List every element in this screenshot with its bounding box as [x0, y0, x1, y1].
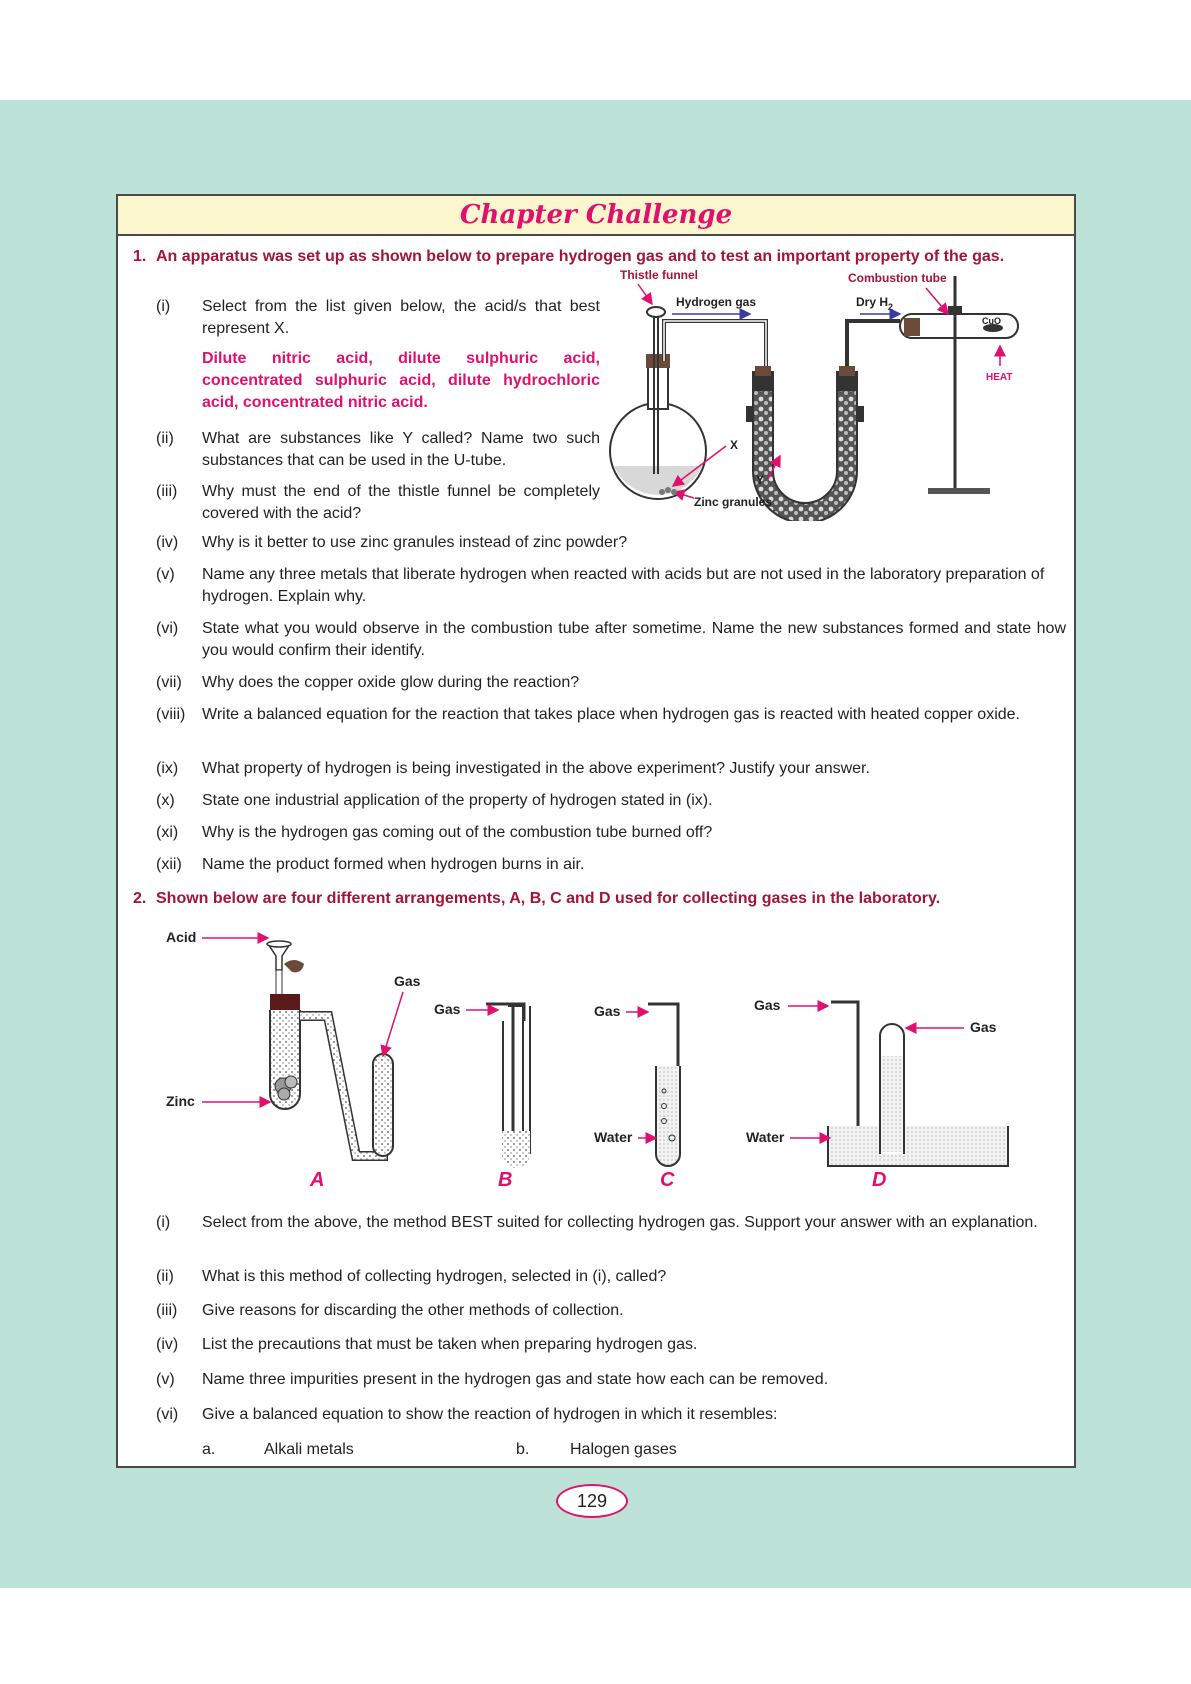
q1-heading: An apparatus was set up as shown below to prepare hydrogen gas and to test an important property of the gas. [156, 248, 1005, 265]
label-arrangement-c: C [660, 1169, 675, 1191]
label-gas-a: Gas [394, 973, 421, 989]
q2-heading: Shown below are four different arrangements, A, B, C and D used for collecting gases in the laboratory. [156, 890, 941, 907]
gas-collection-diagram [158, 926, 1038, 1196]
label-gas-d-collected: Gas [970, 1019, 997, 1035]
label-arrangement-d: D [872, 1169, 887, 1191]
label-hydrogen-gas: Hydrogen gas [676, 295, 757, 309]
label-zinc: Zinc [166, 1093, 195, 1109]
label-water-d: Water [746, 1129, 785, 1145]
label-thistle-funnel: Thistle funnel [620, 268, 698, 282]
label-arrangement-b: B [498, 1169, 513, 1191]
arrangement-c [648, 1004, 680, 1166]
q2-number: 2. [133, 890, 147, 907]
retort-stand [928, 276, 990, 494]
title-bar [118, 196, 1074, 236]
q1-number: 1. [133, 248, 147, 265]
label-zinc-granules: Zinc granules [694, 495, 773, 509]
q2-sub-a: a. Alkali metals [202, 1441, 354, 1458]
arrangement-a [267, 941, 393, 1156]
hydrogen-apparatus-diagram [608, 266, 1068, 521]
label-gas-d-inlet: Gas [754, 997, 781, 1013]
label-gas-b: Gas [434, 1001, 461, 1017]
page-title: Chapter Challenge [459, 200, 733, 230]
label-gas-c: Gas [594, 1003, 621, 1019]
label-acid: Acid [166, 929, 197, 945]
label-cuo: CuO [982, 316, 1001, 326]
label-y: Y [756, 473, 765, 487]
label-dry-h2: Dry $H_2$ [856, 295, 894, 312]
label-water-c: Water [594, 1129, 633, 1145]
arrangement-b [486, 1004, 530, 1168]
q2-sub-b: b. Halogen gases [516, 1441, 677, 1458]
label-arrangement-a: A [310, 1169, 325, 1191]
q1-acid-list: Dilute nitric acid, dilute sulphuric acid, concentrated sulphuric acid, dilute hydrochloric acid, concentrated nitric acid. [202, 350, 600, 411]
page-number: 129 [556, 1484, 628, 1518]
label-x: X [730, 438, 739, 452]
label-combustion-tube: Combustion tube [848, 271, 947, 285]
u-tube [746, 366, 864, 513]
chapter-challenge-box: Chapter Challenge 1. An apparatus was set up as shown below to prepare hydrogen gas and to test an important property of the gas. (i) Select from the list given below, the acid/s that best represent X. Dilute nitric acid, dilute sulphuric acid, concentrated sulphuric acid, dilute hydrochloric acid, concentrated nitric acid. (ii) What are substances like Y called? Name two such substances that can be used in the U-tube. (iii) Why must the end of the thistle funnel be completely covered with the acid? (iv) Why is it better to use zinc granules instead of zinc powder? (v) Name any three metals that liberate hydrogen when reacted with acids but are not used in the laboratory preparation of hydrogen. Explain why. (vi) State what you would observe in the combustion tube after sometime. Name the new substances formed and state how you would confirm their identify. (vii) Why does the copper oxide glow during the reaction? (viii) Write a balanced equation for the reaction that takes place when hydrogen gas is reacted with heated copper oxide. (ix) What property of hydrogen is being investigated in the above experiment? Justify your answer. (x) State one industrial application of the property of hydrogen stated in (ix). (xi) Why is the hydrogen gas coming out of the combustion tube burned off? (xii) Name the product formed when hydrogen burns in air. Thistle funnel Hydrogen gas Dry $H_2$ Combustion tube CuO HEAT X Y Zinc granules 2. Shown below are four different arrangements, A, B, C and D used for collecting gases in the laboratory. Acid Zinc Gas Gas Gas Water Gas Gas Water A B C D (i) Select from the above, the method BEST suited for collecting hydrogen gas. Support your answer with an explanation. (ii) What is this method of collecting hydrogen, selected in (i), called? (iii) Give reasons for discarding the other methods of collection. (iv) List the precautions that must be taken when preparing hydrogen gas. (v) Name three impurities present in the hydrogen gas and state how each can be removed. (vi) Give a balanced equation to show the reaction of hydrogen in which it resembles: a. Alkali metals b. Halogen gases [116, 194, 1076, 1468]
label-heat: HEAT [986, 372, 1013, 383]
